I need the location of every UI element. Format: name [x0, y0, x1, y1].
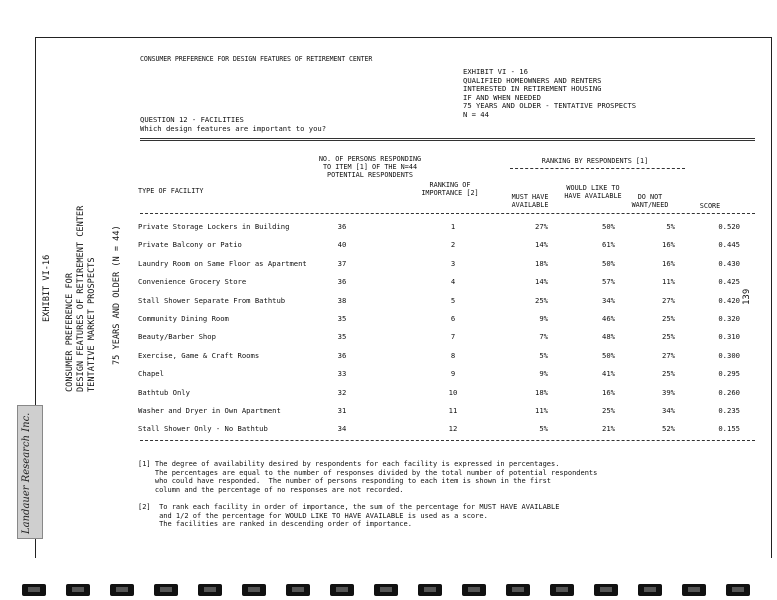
- film-sprocket: [726, 584, 750, 596]
- document-title: CONSUMER PREFERENCE FOR DESIGN FEATURES OF RETIREMENT CENTER: [140, 55, 373, 63]
- would-like-pct: 50%: [602, 258, 615, 268]
- film-sprocket: [110, 584, 134, 596]
- table-top-rule: [140, 213, 755, 214]
- importance-rank: 5: [450, 295, 456, 305]
- respondent-count: 38: [337, 295, 347, 305]
- score-value: 0.260: [718, 387, 740, 397]
- header-like: WOULD LIKE TO HAVE AVAILABLE: [564, 184, 622, 200]
- must-have-pct: 7%: [539, 332, 548, 342]
- respondent-count: 37: [337, 258, 347, 268]
- side-title: CONSUMER PREFERENCE FOR DESIGN FEATURES OF RETIREMENT CENTER TENTATIVE MARKET PROSPECTS: [65, 205, 97, 392]
- respondent-count: 31: [337, 406, 347, 415]
- score-value: 0.420: [718, 295, 740, 305]
- film-sprocket: [154, 584, 178, 596]
- would-like-pct: 57%: [602, 277, 615, 287]
- respondent-count: 40: [337, 240, 347, 250]
- do-not-want-pct: 11%: [662, 277, 675, 287]
- do-not-want-pct: 25%: [662, 332, 675, 342]
- importance-rank: 6: [450, 314, 456, 323]
- importance-rank: 10: [448, 387, 458, 397]
- facility-name: Private Storage Lockers in Building: [138, 222, 290, 231]
- would-like-pct: 25%: [602, 406, 615, 415]
- respondent-count: 35: [337, 332, 347, 342]
- must-have-pct: 5%: [539, 350, 548, 360]
- facility-name: Laundry Room on Same Floor as Apartment: [138, 258, 307, 268]
- film-sprocket: [242, 584, 266, 596]
- film-sprocket: [374, 584, 398, 596]
- film-sprocket: [682, 584, 706, 596]
- score-value: 0.320: [718, 314, 740, 323]
- must-have-pct: 11%: [535, 406, 548, 415]
- respondent-count: 32: [337, 387, 347, 397]
- film-sprocket: [506, 584, 530, 596]
- score-value: 0.425: [718, 277, 740, 287]
- respondent-count: 36: [337, 350, 347, 360]
- would-like-pct: 50%: [602, 350, 615, 360]
- importance-rank: 3: [450, 258, 456, 268]
- importance-rank: 2: [450, 240, 456, 250]
- side-age-label: 75 YEARS AND OLDER (N = 44): [112, 225, 122, 365]
- importance-rank: 12: [448, 424, 458, 434]
- importance-rank: 7: [450, 332, 456, 342]
- question-text: QUESTION 12 - FACILITIES Which design features are important to you?: [140, 115, 327, 133]
- must-have-pct: 18%: [535, 258, 548, 268]
- header-must: MUST HAVE AVAILABLE: [511, 193, 549, 209]
- do-not-want-pct: 16%: [662, 258, 675, 268]
- would-like-pct: 41%: [602, 369, 615, 379]
- must-have-pct: 27%: [535, 222, 548, 231]
- score-value: 0.155: [718, 424, 740, 434]
- page-number: 139: [742, 288, 752, 305]
- respondent-count: 33: [337, 369, 347, 379]
- facility-name: Washer and Dryer in Own Apartment: [138, 406, 281, 415]
- header-ranking: RANKING OF IMPORTANCE [2]: [421, 181, 479, 197]
- do-not-want-pct: 52%: [662, 424, 675, 434]
- facility-name: Bathtub Only: [138, 387, 190, 397]
- importance-rank: 8: [450, 350, 456, 360]
- film-sprocket: [22, 584, 46, 596]
- score-value: 0.295: [718, 369, 740, 379]
- film-sprocket: [550, 584, 574, 596]
- facility-name: Stall Shower Only - No Bathtub: [138, 424, 268, 434]
- score-value: 0.300: [718, 350, 740, 360]
- would-like-pct: 21%: [602, 424, 615, 434]
- must-have-pct: 5%: [539, 424, 548, 434]
- table-bottom-rule: [140, 440, 755, 441]
- company-stamp: [17, 405, 43, 539]
- film-sprocket: [462, 584, 486, 596]
- film-sprocket: [286, 584, 310, 596]
- facility-name: Chapel: [138, 369, 164, 379]
- film-sprocket: [66, 584, 90, 596]
- score-value: 0.430: [718, 258, 740, 268]
- must-have-pct: 14%: [535, 240, 548, 250]
- do-not-want-pct: 39%: [662, 387, 675, 397]
- importance-rank: 1: [450, 222, 456, 231]
- film-sprocket: [638, 584, 662, 596]
- facility-name: Beauty/Barber Shop: [138, 332, 216, 342]
- facility-name: Convenience Grocery Store: [138, 277, 247, 287]
- respondent-count: 36: [337, 277, 347, 287]
- score-value: 0.310: [718, 332, 740, 342]
- do-not-want-pct: 16%: [662, 240, 675, 250]
- respondent-count: 36: [337, 222, 347, 231]
- do-not-want-pct: 5%: [666, 222, 675, 231]
- facility-name: Stall Shower Separate From Bathtub: [138, 295, 286, 305]
- respondent-count: 35: [337, 314, 347, 323]
- facility-name: Community Dining Room: [138, 314, 229, 323]
- facility-name: Exercise, Game & Craft Rooms: [138, 350, 260, 360]
- do-not-want-pct: 34%: [662, 406, 675, 415]
- would-like-pct: 34%: [602, 295, 615, 305]
- importance-rank: 9: [450, 369, 456, 379]
- must-have-pct: 9%: [539, 314, 548, 323]
- score-value: 0.520: [718, 222, 740, 231]
- header-no: DO NOT WANT/NEED: [631, 193, 669, 209]
- score-value: 0.235: [718, 406, 740, 415]
- would-like-pct: 16%: [602, 387, 615, 397]
- respondent-count: 34: [337, 424, 347, 434]
- do-not-want-pct: 25%: [662, 369, 675, 379]
- microfilm-strip: [0, 580, 777, 600]
- would-like-pct: 50%: [602, 222, 615, 231]
- header-score: SCORE: [699, 202, 721, 210]
- would-like-pct: 46%: [602, 314, 615, 323]
- header-rule: [140, 138, 755, 141]
- stamp-text: Landauer Research Inc.: [21, 412, 32, 534]
- must-have-pct: 18%: [535, 387, 548, 397]
- exhibit-block: EXHIBIT VI - 16 QUALIFIED HOMEOWNERS AND RENTERS INTERESTED IN RETIREMENT HOUSING IF AND WHEN NEEDED 75 YEARS AND OLDER - TENTATIVE PROSPECTS N = 44: [463, 67, 637, 119]
- do-not-want-pct: 27%: [662, 295, 675, 305]
- do-not-want-pct: 27%: [662, 350, 675, 360]
- score-value: 0.445: [718, 240, 740, 250]
- would-like-pct: 48%: [602, 332, 615, 342]
- would-like-pct: 61%: [602, 240, 615, 250]
- header-type: TYPE OF FACILITY: [138, 187, 204, 195]
- header-ranking-by: RANKING BY RESPONDENTS [1]: [541, 157, 649, 165]
- importance-rank: 4: [450, 277, 456, 287]
- facility-name: Private Balcony or Patio: [138, 240, 242, 250]
- film-sprocket: [330, 584, 354, 596]
- must-have-pct: 25%: [535, 295, 548, 305]
- side-exhibit-label: EXHIBIT VI-16: [42, 254, 52, 322]
- importance-rank: 11: [448, 406, 458, 415]
- film-sprocket: [198, 584, 222, 596]
- subheader-rule: [510, 168, 685, 169]
- header-number: NO. OF PERSONS RESPONDING TO ITEM [1] OF THE N=44 POTENTIAL RESPONDENTS: [318, 155, 422, 179]
- do-not-want-pct: 25%: [662, 314, 675, 323]
- must-have-pct: 14%: [535, 277, 548, 287]
- film-sprocket: [594, 584, 618, 596]
- footnote-2: [2] To rank each facility in order of importance, the sum of the percentage for MUST HAVE AVAILABLE and 1/2 of the percentage for WOULD LIKE TO HAVE AVAILABLE is used as a score. The facilities are ranked in descending order of importance.: [138, 503, 560, 529]
- footnote-1: [1] The degree of availability desired by respondents for each facility is expressed in percentages. The percentages are equal to the number of responses divided by the total number of potential respondents who could have responded. The number of persons responding to each item is shown in the first column and the percentage of no responses are not recorded.: [138, 460, 598, 494]
- film-sprocket: [418, 584, 442, 596]
- must-have-pct: 9%: [539, 369, 548, 379]
